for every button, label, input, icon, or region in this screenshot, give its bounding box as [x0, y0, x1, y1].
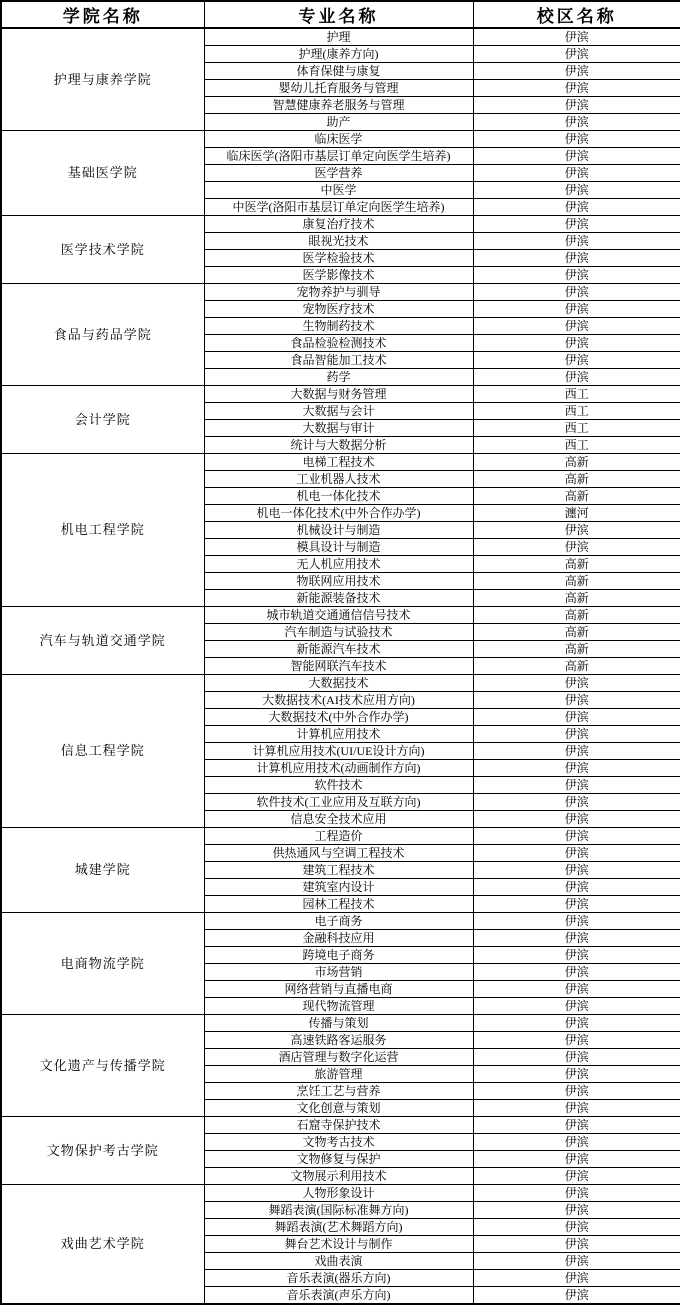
college-name-cell: 戏曲艺术学院	[1, 1185, 204, 1305]
campus-name-cell: 伊滨	[473, 845, 680, 862]
major-name-cell: 宠物养护与驯导	[204, 284, 473, 301]
major-name-cell: 计算机应用技术(UI/UE设计方向)	[204, 743, 473, 760]
major-name-cell: 体育保健与康复	[204, 63, 473, 80]
campus-name-cell: 伊滨	[473, 743, 680, 760]
major-name-cell: 供热通风与空调工程技术	[204, 845, 473, 862]
campus-name-cell: 伊滨	[473, 709, 680, 726]
major-name-cell: 石窟寺保护技术	[204, 1117, 473, 1134]
campus-name-cell: 伊滨	[473, 1083, 680, 1100]
major-name-cell: 酒店管理与数字化运营	[204, 1049, 473, 1066]
header-college-name: 学院名称	[1, 1, 204, 28]
major-name-cell: 药学	[204, 369, 473, 386]
campus-name-cell: 西工	[473, 386, 680, 403]
table-row	[1, 607, 680, 624]
college-name-cell: 护理与康养学院	[1, 28, 204, 131]
campus-name-cell: 伊滨	[473, 165, 680, 182]
campus-name-cell: 伊滨	[473, 114, 680, 131]
campus-name-cell: 伊滨	[473, 284, 680, 301]
major-name-cell: 无人机应用技术	[204, 556, 473, 573]
table-row	[1, 28, 680, 46]
campus-name-cell: 伊滨	[473, 760, 680, 777]
table-row	[1, 675, 680, 692]
campus-name-cell: 伊滨	[473, 1117, 680, 1134]
campus-name-cell: 伊滨	[473, 1032, 680, 1049]
table-row	[1, 284, 680, 301]
major-name-cell: 舞蹈表演(国际标准舞方向)	[204, 1202, 473, 1219]
table-row	[1, 1185, 680, 1202]
college-name-cell: 机电工程学院	[1, 454, 204, 607]
campus-name-cell: 伊滨	[473, 930, 680, 947]
campus-name-cell: 高新	[473, 488, 680, 505]
campus-name-cell: 伊滨	[473, 794, 680, 811]
major-name-cell: 计算机应用技术(动画制作方向)	[204, 760, 473, 777]
campus-name-cell: 伊滨	[473, 777, 680, 794]
major-name-cell: 文物考古技术	[204, 1134, 473, 1151]
major-name-cell: 食品智能加工技术	[204, 352, 473, 369]
campus-name-cell: 伊滨	[473, 369, 680, 386]
campus-name-cell: 伊滨	[473, 46, 680, 63]
campus-name-cell: 伊滨	[473, 131, 680, 148]
table-row	[1, 828, 680, 845]
campus-name-cell: 伊滨	[473, 828, 680, 845]
campus-name-cell: 西工	[473, 420, 680, 437]
major-name-cell: 大数据与审计	[204, 420, 473, 437]
campus-name-cell: 伊滨	[473, 981, 680, 998]
table-header	[1, 1, 680, 28]
campus-name-cell: 伊滨	[473, 1134, 680, 1151]
major-name-cell: 文物修复与保护	[204, 1151, 473, 1168]
table-row	[1, 131, 680, 148]
campus-name-cell: 伊滨	[473, 1236, 680, 1253]
major-name-cell: 智慧健康养老服务与管理	[204, 97, 473, 114]
campus-name-cell: 伊滨	[473, 1015, 680, 1032]
major-name-cell: 跨境电子商务	[204, 947, 473, 964]
campus-name-cell: 伊滨	[473, 1253, 680, 1270]
campus-name-cell: 伊滨	[473, 1168, 680, 1185]
major-name-cell: 新能源汽车技术	[204, 641, 473, 658]
campus-name-cell: 伊滨	[473, 352, 680, 369]
table-row	[1, 1117, 680, 1134]
major-name-cell: 网络营销与直播电商	[204, 981, 473, 998]
campus-name-cell: 伊滨	[473, 539, 680, 556]
campus-name-cell: 伊滨	[473, 250, 680, 267]
major-name-cell: 机电一体化技术(中外合作办学)	[204, 505, 473, 522]
header-row	[1, 1, 680, 28]
major-name-cell: 医学营养	[204, 165, 473, 182]
major-name-cell: 金融科技应用	[204, 930, 473, 947]
major-name-cell: 中医学(洛阳市基层订单定向医学生培养)	[204, 199, 473, 216]
campus-name-cell: 高新	[473, 641, 680, 658]
major-name-cell: 戏曲表演	[204, 1253, 473, 1270]
major-name-cell: 音乐表演(器乐方向)	[204, 1270, 473, 1287]
major-name-cell: 文物展示利用技术	[204, 1168, 473, 1185]
campus-name-cell: 伊滨	[473, 1100, 680, 1117]
campus-name-cell: 高新	[473, 454, 680, 471]
major-name-cell: 电梯工程技术	[204, 454, 473, 471]
major-name-cell: 文化创意与策划	[204, 1100, 473, 1117]
campus-name-cell: 高新	[473, 607, 680, 624]
major-name-cell: 助产	[204, 114, 473, 131]
major-name-cell: 软件技术	[204, 777, 473, 794]
major-name-cell: 大数据技术(AI技术应用方向)	[204, 692, 473, 709]
major-name-cell: 市场营销	[204, 964, 473, 981]
major-name-cell: 宠物医疗技术	[204, 301, 473, 318]
major-name-cell: 统计与大数据分析	[204, 437, 473, 454]
major-name-cell: 康复治疗技术	[204, 216, 473, 233]
college-name-cell: 会计学院	[1, 386, 204, 454]
major-name-cell: 中医学	[204, 182, 473, 199]
campus-name-cell: 伊滨	[473, 318, 680, 335]
major-name-cell: 建筑工程技术	[204, 862, 473, 879]
college-name-cell: 基础医学院	[1, 131, 204, 216]
major-name-cell: 信息安全技术应用	[204, 811, 473, 828]
major-name-cell: 工程造价	[204, 828, 473, 845]
campus-name-cell: 伊滨	[473, 148, 680, 165]
major-name-cell: 电子商务	[204, 913, 473, 930]
campus-name-cell: 高新	[473, 624, 680, 641]
table-row	[1, 386, 680, 403]
campus-name-cell: 伊滨	[473, 1185, 680, 1202]
campus-name-cell: 伊滨	[473, 301, 680, 318]
major-name-cell: 食品检验检测技术	[204, 335, 473, 352]
campus-name-cell: 伊滨	[473, 675, 680, 692]
major-name-cell: 园林工程技术	[204, 896, 473, 913]
campus-name-cell: 伊滨	[473, 182, 680, 199]
college-name-cell: 文化遗产与传播学院	[1, 1015, 204, 1117]
table-row	[1, 1015, 680, 1032]
campus-name-cell: 高新	[473, 658, 680, 675]
campus-name-cell: 伊滨	[473, 1049, 680, 1066]
campus-name-cell: 伊滨	[473, 1202, 680, 1219]
campus-name-cell: 伊滨	[473, 964, 680, 981]
major-name-cell: 新能源装备技术	[204, 590, 473, 607]
college-name-cell: 电商物流学院	[1, 913, 204, 1015]
major-name-cell: 大数据技术	[204, 675, 473, 692]
table-row	[1, 454, 680, 471]
campus-name-cell: 伊滨	[473, 1151, 680, 1168]
header-major-name: 专业名称	[204, 1, 473, 28]
campus-name-cell: 伊滨	[473, 998, 680, 1015]
campus-name-cell: 高新	[473, 573, 680, 590]
campus-name-cell: 西工	[473, 437, 680, 454]
major-name-cell: 计算机应用技术	[204, 726, 473, 743]
major-name-cell: 城市轨道交通通信信号技术	[204, 607, 473, 624]
major-name-cell: 音乐表演(声乐方向)	[204, 1287, 473, 1305]
campus-name-cell: 伊滨	[473, 63, 680, 80]
major-name-cell: 机械设计与制造	[204, 522, 473, 539]
college-name-cell: 文物保护考古学院	[1, 1117, 204, 1185]
major-name-cell: 医学检验技术	[204, 250, 473, 267]
major-name-cell: 大数据与财务管理	[204, 386, 473, 403]
campus-name-cell: 伊滨	[473, 896, 680, 913]
major-name-cell: 工业机器人技术	[204, 471, 473, 488]
major-name-cell: 舞台艺术设计与制作	[204, 1236, 473, 1253]
college-name-cell: 食品与药品学院	[1, 284, 204, 386]
major-name-cell: 生物制药技术	[204, 318, 473, 335]
campus-name-cell: 西工	[473, 403, 680, 420]
campus-name-cell: 伊滨	[473, 1270, 680, 1287]
campus-name-cell: 伊滨	[473, 28, 680, 46]
campus-name-cell: 伊滨	[473, 199, 680, 216]
college-name-cell: 汽车与轨道交通学院	[1, 607, 204, 675]
table-row	[1, 913, 680, 930]
major-name-cell: 物联网应用技术	[204, 573, 473, 590]
major-name-cell: 大数据与会计	[204, 403, 473, 420]
campus-name-cell: 高新	[473, 471, 680, 488]
header-campus-name: 校区名称	[473, 1, 680, 28]
major-name-cell: 眼视光技术	[204, 233, 473, 250]
campus-name-cell: 伊滨	[473, 726, 680, 743]
major-name-cell: 模具设计与制造	[204, 539, 473, 556]
major-name-cell: 传播与策划	[204, 1015, 473, 1032]
major-name-cell: 软件技术(工业应用及互联方向)	[204, 794, 473, 811]
major-name-cell: 机电一体化技术	[204, 488, 473, 505]
major-name-cell: 智能网联汽车技术	[204, 658, 473, 675]
campus-name-cell: 伊滨	[473, 522, 680, 539]
campus-name-cell: 伊滨	[473, 233, 680, 250]
major-name-cell: 现代物流管理	[204, 998, 473, 1015]
campus-name-cell: 伊滨	[473, 879, 680, 896]
campus-name-cell: 伊滨	[473, 947, 680, 964]
campus-name-cell: 瀍河	[473, 505, 680, 522]
campus-name-cell: 伊滨	[473, 1066, 680, 1083]
major-name-cell: 高速铁路客运服务	[204, 1032, 473, 1049]
major-name-cell: 婴幼儿托育服务与管理	[204, 80, 473, 97]
campus-name-cell: 伊滨	[473, 267, 680, 284]
campus-name-cell: 伊滨	[473, 335, 680, 352]
campus-name-cell: 伊滨	[473, 1219, 680, 1236]
major-name-cell: 临床医学	[204, 131, 473, 148]
campus-name-cell: 伊滨	[473, 216, 680, 233]
major-name-cell: 汽车制造与试验技术	[204, 624, 473, 641]
campus-name-cell: 伊滨	[473, 80, 680, 97]
campus-name-cell: 伊滨	[473, 1287, 680, 1305]
campus-name-cell: 伊滨	[473, 692, 680, 709]
major-name-cell: 护理	[204, 28, 473, 46]
major-name-cell: 旅游管理	[204, 1066, 473, 1083]
table-body	[1, 28, 680, 1304]
major-name-cell: 舞蹈表演(艺术舞蹈方向)	[204, 1219, 473, 1236]
campus-name-cell: 伊滨	[473, 811, 680, 828]
major-name-cell: 医学影像技术	[204, 267, 473, 284]
table-row	[1, 216, 680, 233]
campus-name-cell: 高新	[473, 556, 680, 573]
campus-name-cell: 伊滨	[473, 913, 680, 930]
campus-name-cell: 高新	[473, 590, 680, 607]
major-name-cell: 大数据技术(中外合作办学)	[204, 709, 473, 726]
college-name-cell: 医学技术学院	[1, 216, 204, 284]
campus-name-cell: 伊滨	[473, 97, 680, 114]
major-name-cell: 建筑室内设计	[204, 879, 473, 896]
campus-name-cell: 伊滨	[473, 862, 680, 879]
major-name-cell: 护理(康养方向)	[204, 46, 473, 63]
college-name-cell: 信息工程学院	[1, 675, 204, 828]
major-name-cell: 临床医学(洛阳市基层订单定向医学生培养)	[204, 148, 473, 165]
major-name-cell: 人物形象设计	[204, 1185, 473, 1202]
major-name-cell: 烹饪工艺与营养	[204, 1083, 473, 1100]
college-name-cell: 城建学院	[1, 828, 204, 913]
